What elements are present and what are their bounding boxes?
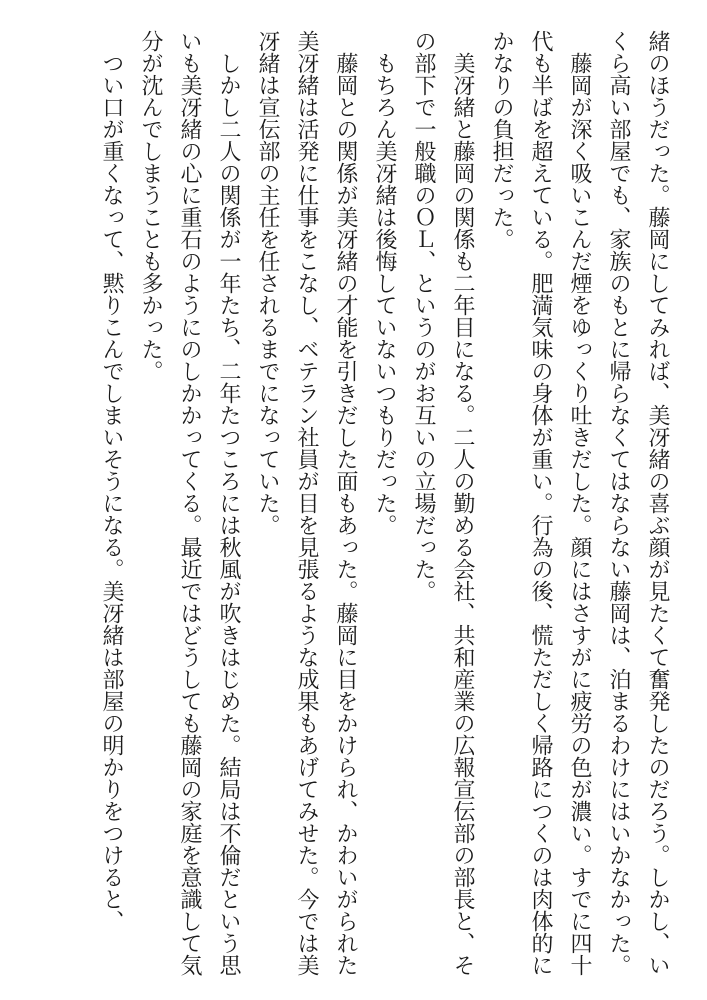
paragraph: 美冴緒と藤岡の関係も二年目になる。二人の勤める会社、共和産業の広報宣伝部の部長と、その部下で一般職のＯＬ、というのがお互いの立場だった。 xyxy=(411,30,475,976)
paragraph: 藤岡との関係が美冴緒の才能を引きだした面もあった。藤岡に目をかけられ、かわいがられた美冴緒は活発に仕事をこなし、ベテラン社員が目を見張るような成果もあげてみせた。今では美冴緒は宣伝部の主任を任されるまでになっていた。 xyxy=(255,30,358,976)
paragraph: もちろん美冴緒は後悔していないつもりだった。 xyxy=(372,52,397,536)
paragraph: 藤岡が深く吸いこんだ煙をゆっくり吐きだした。顔にはさすがに疲労の色が濃い。すでに四十代も半ばを超えている。肥満気味の身体が重い。行為の後、慌ただしく帰路につくのは肉体的にかなりの負担だった。 xyxy=(489,30,592,976)
paragraph: しかし二人の関係が一年たち、二年たつころには秋風が吹きはじめた。結局は不倫だという思いも美冴緒の心に重石のようにのしかかってくる。最近ではどうしても藤岡の家庭を意識して気分が沈んでしまうことも多かった。 xyxy=(138,30,241,976)
paragraph: 緒のほうだった。藤岡にしてみれば、美冴緒の喜ぶ顔が見たくて奮発したのだろう。しかし、いくら高い部屋でも、家族のもとに帰らなくてはならない藤岡は、泊まるわけにはいかなかった。 xyxy=(606,30,670,976)
paragraph: つい口が重くなって、黙りこんでしまいそうになる。美冴緒は部屋の明かりをつけると、 xyxy=(99,52,124,932)
vertical-text-body xyxy=(17,30,677,980)
